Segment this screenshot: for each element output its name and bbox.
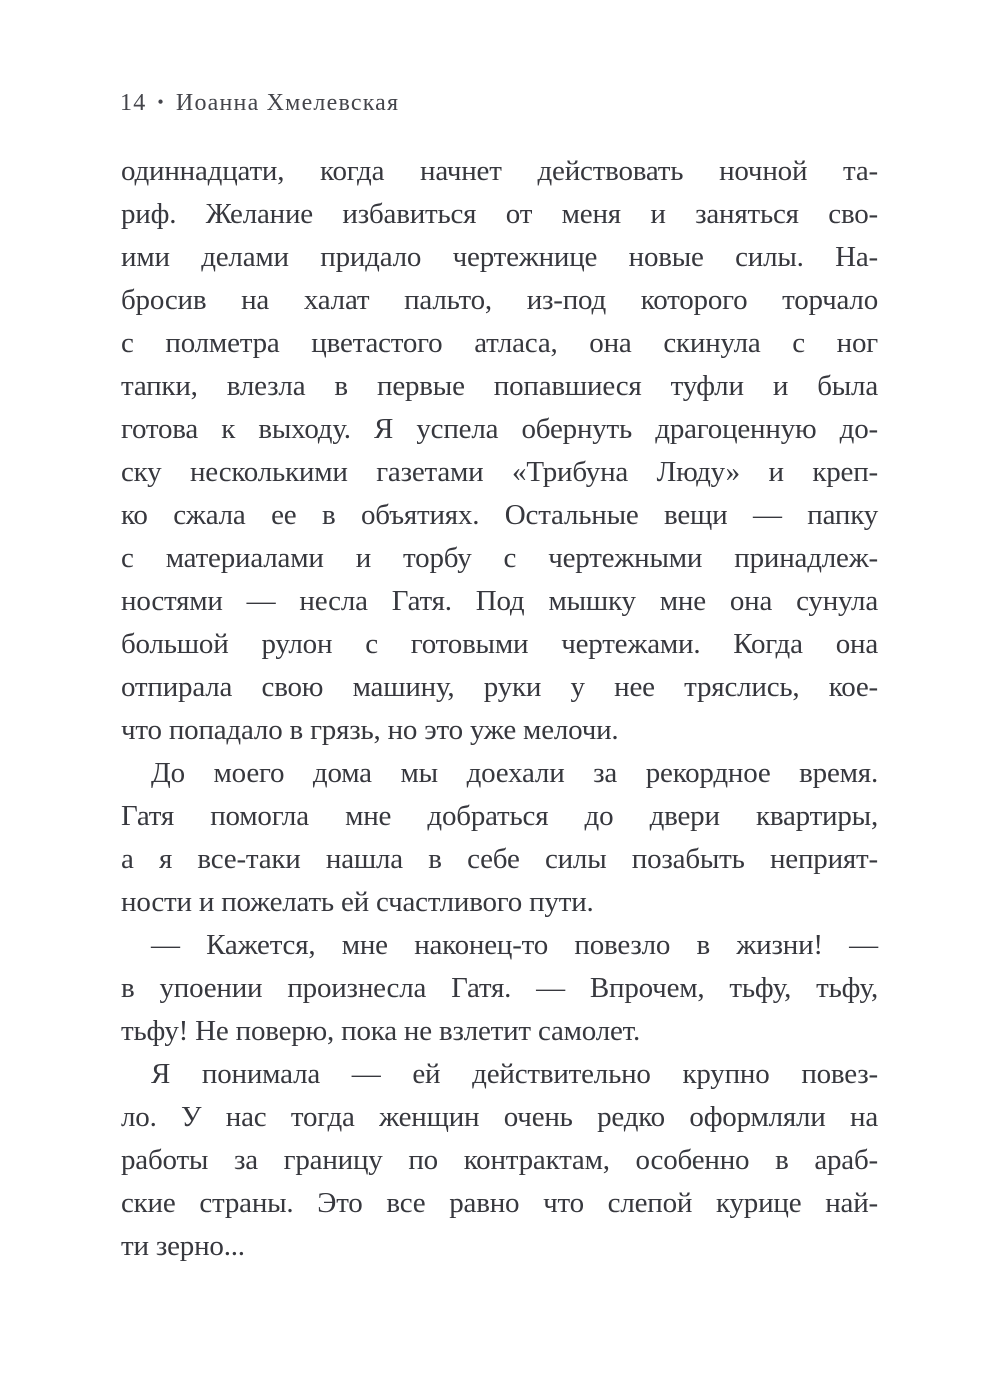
text-line: а я все-таки нашла в себе силы позабыть неприят- xyxy=(121,843,878,875)
text-line: тьфу! Не поверю, пока не взлетит самолет. xyxy=(121,1015,641,1047)
page-number: 14 xyxy=(120,90,147,116)
text-line: что попадало в грязь, но это уже мелочи. xyxy=(121,714,619,746)
author-name: Иоанна Хмелевская xyxy=(175,90,400,116)
running-header xyxy=(120,90,399,117)
text-line: До моего дома мы доехали за рекордное время. xyxy=(151,757,878,789)
text-line: в упоении произнесла Гатя. — Впрочем, тьфу, тьфу, xyxy=(121,972,878,1004)
bullet-separator-icon: • xyxy=(157,92,165,112)
text-line: ностями — несла Гатя. Под мышку мне она сунула xyxy=(121,585,878,617)
text-line: с материалами и торбу с чертежными принадлеж- xyxy=(121,542,878,574)
paragraph-dialogue xyxy=(121,924,878,1053)
text-line: большой рулон с готовыми чертежами. Когда она xyxy=(121,628,878,660)
text-line: бросив на халат пальто, из-под которого торчало xyxy=(121,284,878,316)
text-line: с полметра цветастого атласа, она скинула с ног xyxy=(121,327,878,359)
text-line: одиннадцати, когда начнет действовать ночной та- xyxy=(121,155,878,187)
text-line: Гатя помогла мне добраться до двери квартиры, xyxy=(121,800,878,832)
text-line: ские страны. Это все равно что слепой курице най- xyxy=(121,1187,878,1219)
text-line: отпирала свою машину, руки у нее тряслись, кое- xyxy=(121,671,878,703)
body-text xyxy=(121,150,878,1268)
paragraph xyxy=(121,752,878,924)
paragraph xyxy=(121,1053,878,1268)
text-line: — Кажется, мне наконец-то повезло в жизни! — xyxy=(151,929,878,961)
text-line: ности и пожелать ей счастливого пути. xyxy=(121,886,594,918)
text-line: работы за границу по контрактам, особенно в араб- xyxy=(121,1144,878,1176)
text-line: риф. Желание избавиться от меня и заняться сво- xyxy=(121,198,878,230)
text-line: ко сжала ее в объятиях. Остальные вещи — папку xyxy=(121,499,878,531)
text-line: ти зерно... xyxy=(121,1230,245,1262)
text-line: тапки, влезла в первые попавшиеся туфли и была xyxy=(121,370,878,402)
text-line: готова к выходу. Я успела обернуть драгоценную до- xyxy=(121,413,878,445)
text-line: Я понимала — ей действительно крупно повез- xyxy=(151,1058,878,1090)
text-line: ими делами придало чертежнице новые силы. На- xyxy=(121,241,878,273)
text-line: ску несколькими газетами «Трибуна Люду» и креп- xyxy=(121,456,878,488)
text-line: ло. У нас тогда женщин очень редко оформляли на xyxy=(121,1101,878,1133)
paragraph xyxy=(121,150,878,752)
